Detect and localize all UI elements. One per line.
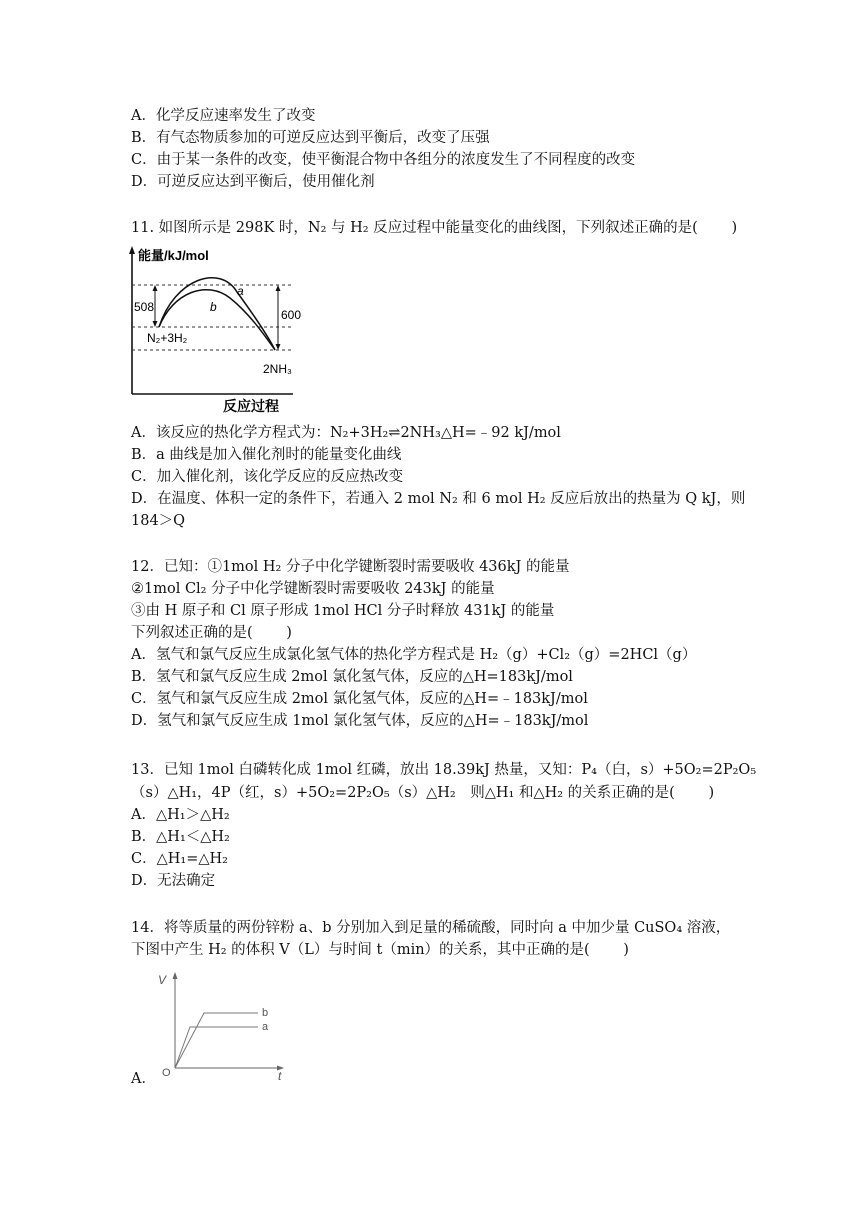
q13-option-d: D．无法确定 [131, 873, 216, 889]
q12-option-c: C．氢气和氯气反应生成 2mol 氯化氢气体，反应的△H=﹣183kJ/mol [131, 691, 588, 707]
line-b-label: b [262, 1007, 269, 1019]
line-a [175, 1027, 258, 1068]
q10-option-b: B．有气态物质参加的可逆反应达到平衡后，改变了压强 [131, 130, 490, 146]
curve-b-label: b [210, 300, 217, 314]
q14-stem-1: 14．将等质量的两份锌粉 a、b 分别加入到足量的稀硫酸，同时向 a 中加少量 CuSO₄ 溶液， [131, 920, 731, 936]
products-label: 2NH₃ [263, 362, 292, 376]
q12-option-d: D．氢气和氯气反应生成 1mol 氯化氢气体，反应的△H=﹣183kJ/mol [131, 713, 589, 729]
t-axis-label: t [278, 1069, 282, 1083]
q12-option-b: B．氢气和氯气反应生成 2mol 氯化氢气体，反应的△H=183kJ/mol [131, 669, 573, 685]
curve-a-label: a [237, 284, 244, 298]
q11-option-d-cont: 184＞Q [131, 513, 186, 529]
q13-stem-2: （s）△H₁，4P（红，s）+5O₂=2P₂O₅（s）△H₂ 则△H₁ 和△H₂ 的关系正确的是( ) [131, 785, 715, 801]
q14-stem-2: 下图中产生 H₂ 的体积 V（L）与时间 t（min）的关系，其中正确的是( ) [131, 942, 629, 958]
arrow-508-head-top [153, 285, 158, 291]
energy-diagram [125, 244, 302, 416]
q12-question: 下列叙述正确的是( ) [131, 625, 292, 641]
y-axis-label: 能量/kJ/mol [138, 248, 209, 263]
line-b [175, 1013, 258, 1068]
v-axis-arrow [173, 972, 178, 979]
y-axis-arrow [129, 246, 135, 254]
q12-option-a: A．氢气和氯气反应生成氯化氢气体的热化学方程式是 H₂（g）+Cl₂（g）=2HCl（g） [131, 647, 697, 663]
arrow-508-head-bottom [153, 321, 158, 327]
value-600: 600 [281, 308, 302, 322]
reactants-label: N₂+3H₂ [147, 331, 188, 345]
q13-option-b: B．△H₁＜△H₂ [131, 829, 230, 845]
q11-option-c: C．加入催化剂，该化学反应的反应热改变 [131, 469, 404, 485]
q13-stem-1: 13．已知 1mol 白磷转化成 1mol 红磷，放出 18.39kJ 热量，又知：P₄（白，s）+5O₂=2P₂O₅ [131, 762, 757, 778]
q11-option-b: B．a 曲线是加入催化剂时的能量变化曲线 [131, 447, 402, 463]
origin-label: O [162, 1067, 171, 1079]
q12-cond-2: ②1mol Cl₂ 分子中化学键断裂时需要吸收 243kJ 的能量 [131, 581, 495, 597]
x-axis-label: 反应过程 [223, 398, 279, 414]
value-508: 508 [134, 300, 155, 314]
arrow-600-head-bottom [276, 344, 281, 350]
q13-option-a: A．△H₁＞△H₂ [131, 807, 230, 823]
q12-stem: 12．已知：①1mol H₂ 分子中化学键断裂时需要吸收 436kJ 的能量 [131, 559, 570, 575]
q10-option-c: C．由于某一条件的改变，使平衡混合物中各组分的浓度发生了不同程度的改变 [131, 152, 636, 168]
q10-option-d: D．可逆反应达到平衡后，使用催化剂 [131, 174, 375, 190]
q14-option-a: A． [131, 1071, 156, 1087]
line-a-label: a [262, 1021, 269, 1033]
q11-option-d: D．在温度、体积一定的条件下，若通入 2 mol N₂ 和 6 mol H₂ 反应后放出的热量为 Q kJ，则 [131, 491, 746, 507]
q11-option-a: A．该反应的热化学方程式为：N₂+3H₂⇌2NH₃△H=﹣92 kJ/mol [131, 425, 561, 441]
q11-stem: 11. 如图所示是 298K 时，N₂ 与 H₂ 反应过程中能量变化的曲线图，下列叙述正确的是( ) [131, 220, 738, 236]
q10-option-a: A．化学反应速率发生了改变 [131, 108, 316, 124]
arrow-600-head-top [276, 285, 281, 291]
v-axis-label: V [158, 973, 167, 987]
q13-option-c: C．△H₁=△H₂ [131, 851, 228, 867]
q12-cond-3: ③由 H 原子和 Cl 原子形成 1mol HCl 分子时释放 431kJ 的能量 [131, 603, 555, 619]
volume-time-graph [150, 966, 290, 1082]
